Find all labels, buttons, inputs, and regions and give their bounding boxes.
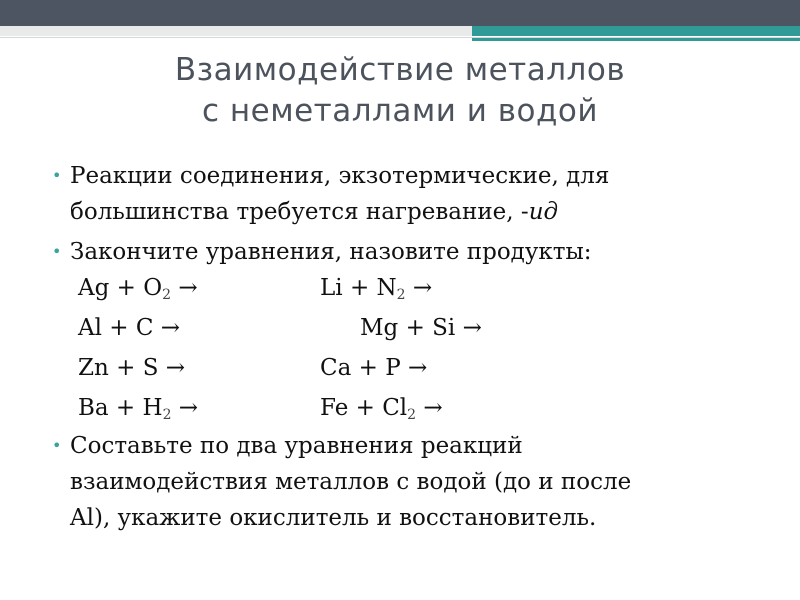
bullet-text-3-line-3: Al), укажите окислитель и восстановитель. xyxy=(70,505,597,531)
bullet-item-3 xyxy=(52,428,772,536)
slide-body xyxy=(52,158,772,536)
equation-row-3 xyxy=(52,350,772,390)
bullet-icon: • xyxy=(52,436,62,455)
bullet-icon: • xyxy=(52,242,62,261)
title-line-1: Взаимодействие металлов xyxy=(174,52,626,88)
equation-right-2: Mg + Si → xyxy=(360,315,482,341)
bullet-icon: • xyxy=(52,166,62,185)
bullet-text-1-italic: ид xyxy=(528,199,559,225)
bullet-text-1: Реакции соединения, экзотермические, для большинства требуется нагревание, - xyxy=(70,163,610,225)
equation-left-2: Al + C → xyxy=(78,315,181,341)
equation-row-1 xyxy=(52,270,772,310)
title-line-2: с неметаллами и водой xyxy=(201,93,599,129)
equation-right-3: Ca + P → xyxy=(320,355,428,381)
bullet-text-3-line-1: Составьте по два уравнения реакций xyxy=(70,433,523,459)
equation-left-1: $Ag + O_2$ → xyxy=(78,275,198,303)
equation-row-2 xyxy=(52,310,772,350)
equation-right-4: $Fe + Cl_2$ → xyxy=(320,395,443,423)
equation-right-1: $Li + N_2$ → xyxy=(320,275,433,303)
bullet-text-3-line-2: взаимодействия металлов с водой (до и после xyxy=(70,469,632,495)
top-dark-bar xyxy=(0,0,800,26)
equation-left-4: $Ba + H_2$ → xyxy=(78,395,199,423)
bullet-item-1 xyxy=(52,158,772,230)
slide-title xyxy=(0,50,800,132)
bullet-text-2: Закончите уравнения, назовите продукты: xyxy=(70,239,592,265)
top-teal-accent xyxy=(472,26,800,36)
header-divider-accent xyxy=(472,38,800,41)
bullet-item-2 xyxy=(52,234,772,270)
equation-row-4 xyxy=(52,390,772,430)
equation-left-3: Zn + S → xyxy=(78,355,186,381)
